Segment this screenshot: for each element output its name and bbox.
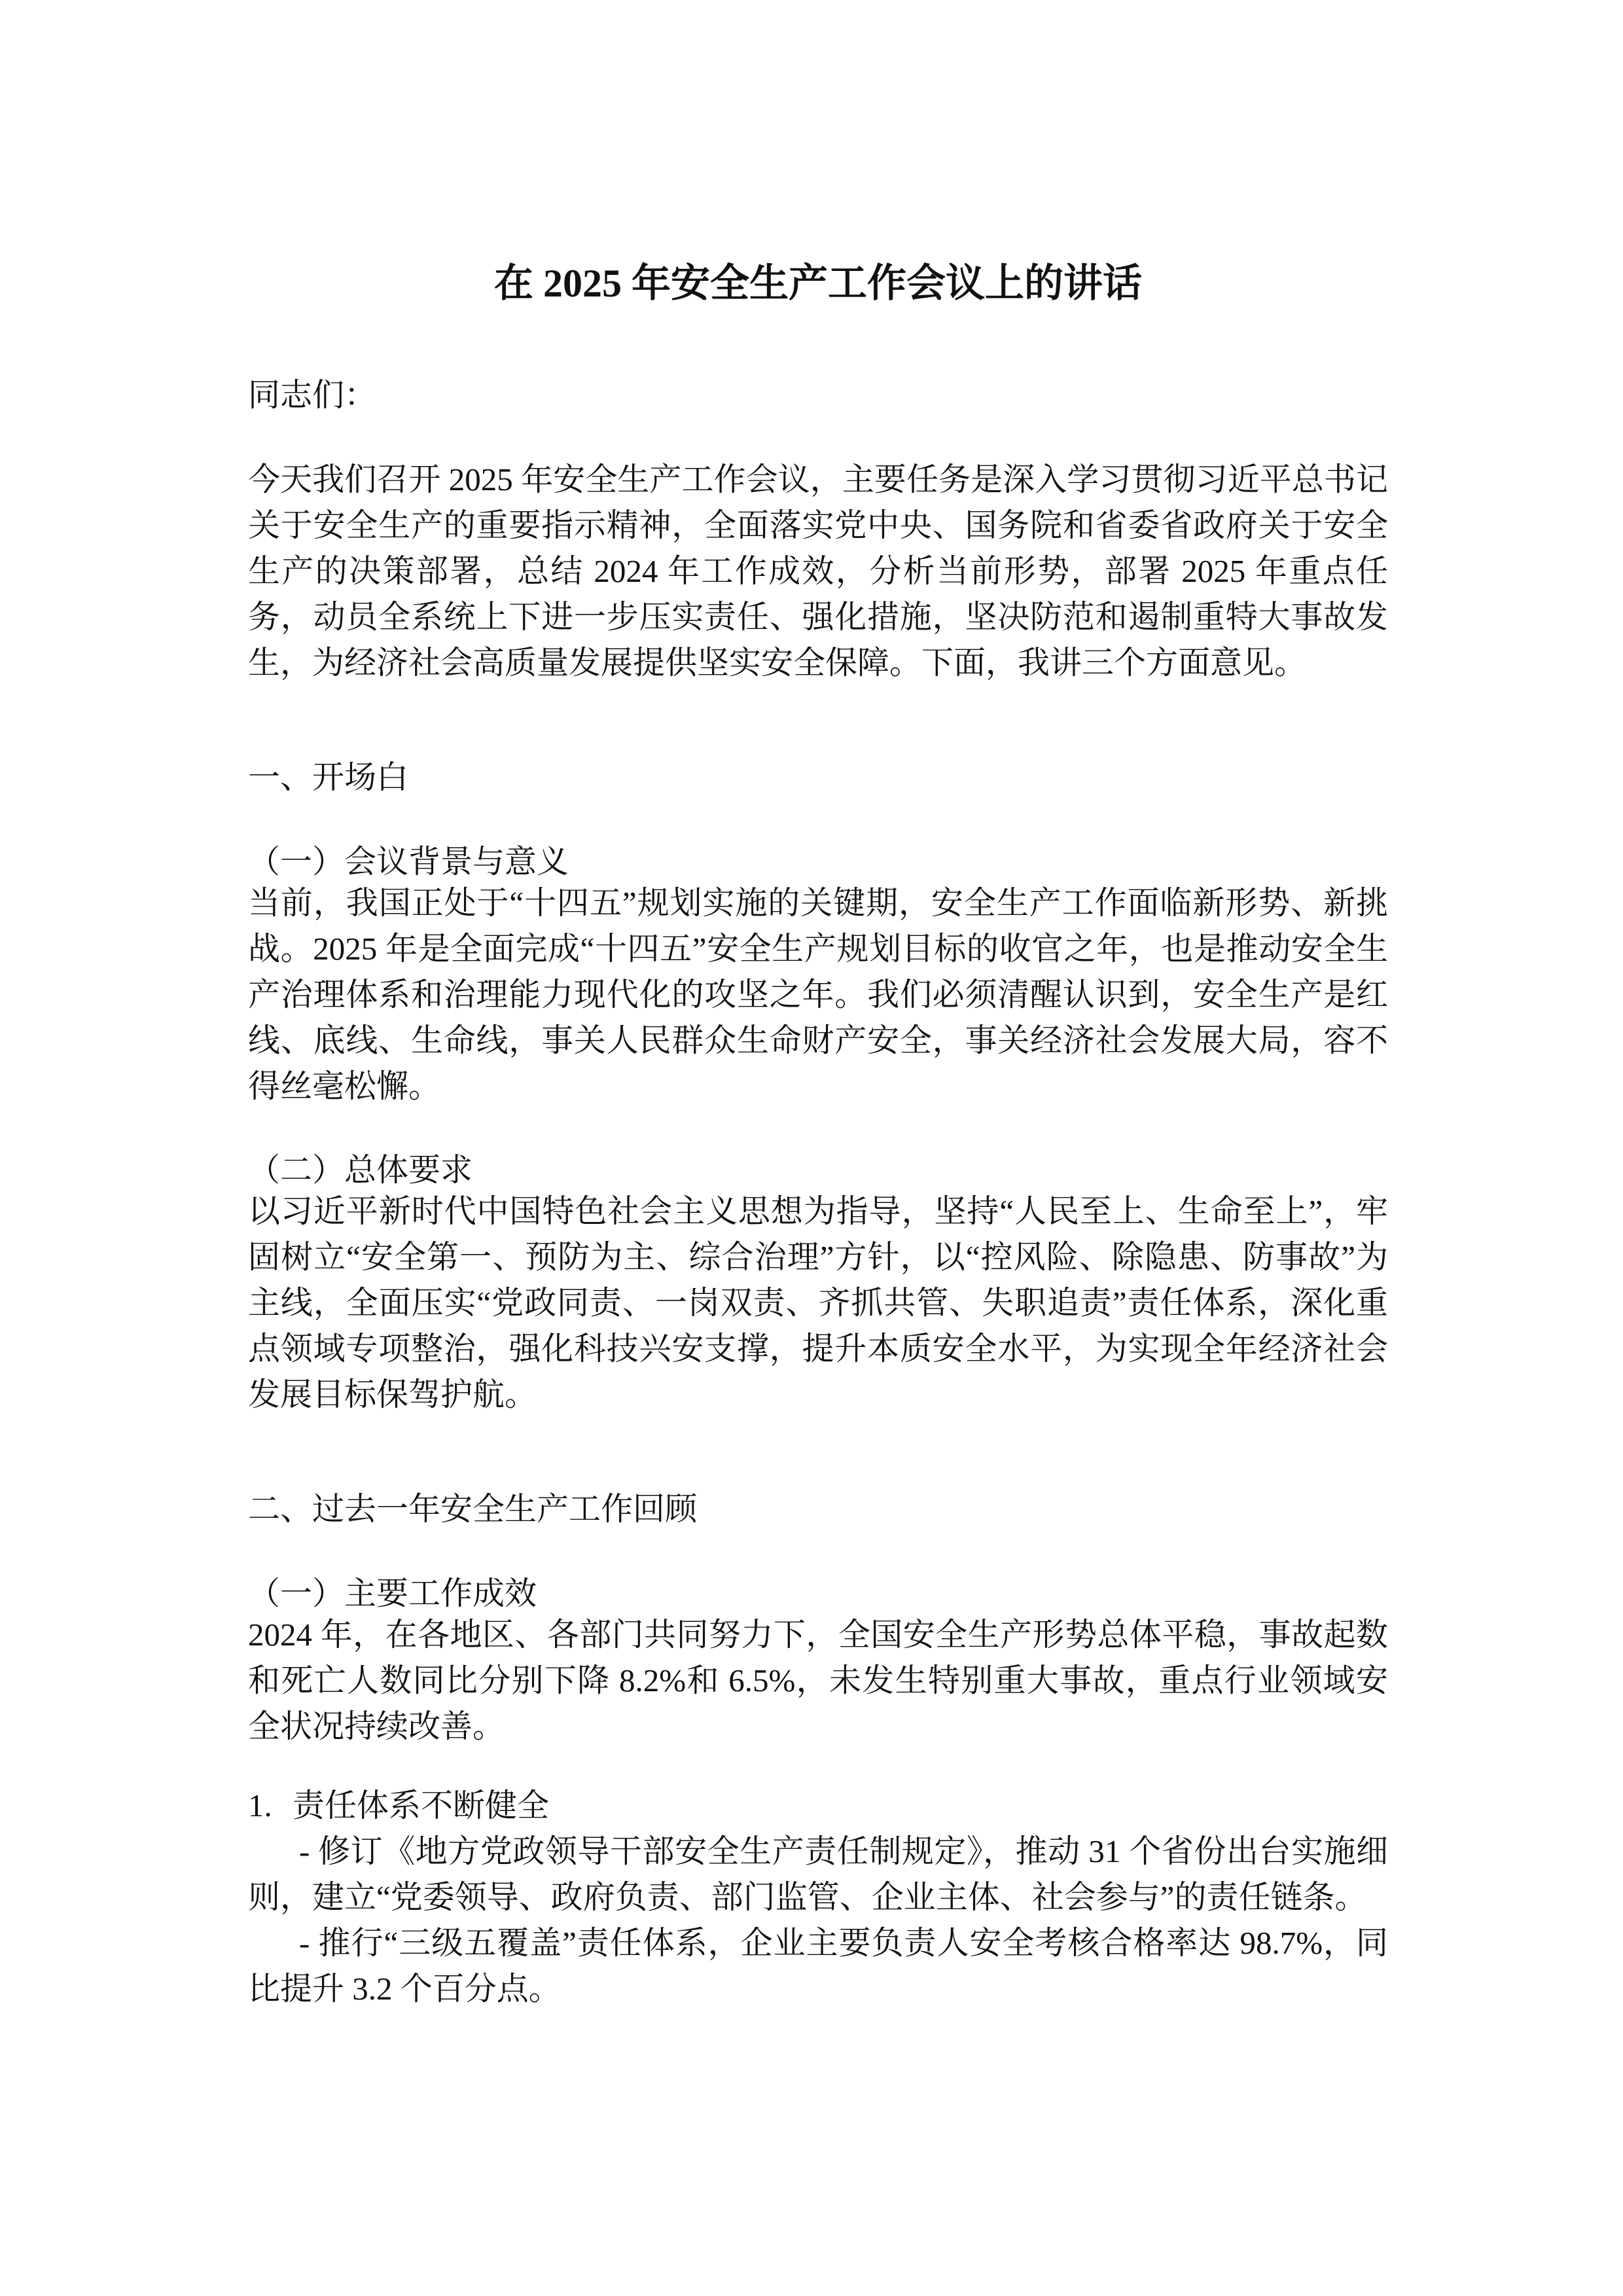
section-opening [248,755,1388,1418]
section-review [248,1486,1388,2012]
body-paragraph: 2024 年，在各地区、各部门共同努力下，全国安全生产形势总体平稳，事故起数和死亡人数同比分别下降 8.2%和 6.5%，未发生特别重大事故，重点行业领域安全状况持续改善。 [248,1617,1388,1744]
subsection-achievements [248,1571,1388,2012]
bullet-paragraph: - 修订《地方党政领导干部安全生产责任制规定》，推动 31 个省份出台实施细则，建立“党委领导、政府负责、部门监管、企业主体、社会参与”的责任链条。 [248,1833,1388,1915]
document-title: 在 2025 年安全生产工作会议上的讲话 [494,262,1142,305]
subsection-heading: （一）会议背景与意义 [248,844,569,880]
subsection-heading: （一）主要工作成效 [248,1575,537,1611]
intro-paragraph: 今天我们召开 2025 年安全生产工作会议，主要任务是深入学习贯彻习近平总书记关于安全生产的重要指示精神，全面落实党中央、国务院和省委省政府关于安全生产的决策部署，总结 2024 年工作成效，分析当前形势，部署 2025 年重点任务，动员全系统上下进一步压实责任、强化措施，坚决防范和遏制重特大事故发生，为经济社会高质量发展提供坚实安全保障。下面，我讲三个方面意见。 [248,461,1388,681]
body-paragraph: 以习近平新时代中国特色社会主义思想为指导，坚持“人民至上、生命至上”，牢固树立“安全第一、预防为主、综合治理”方针，以“控风险、除隐患、防事故”为主线，全面压实“党政同责、一岗双责、齐抓共管、失职追责”责任体系，深化重点领域专项整治，强化科技兴安支撑，提升本质安全水平，为实现全年经济社会发展目标保驾护航。 [248,1193,1388,1412]
numbered-item [248,1783,1388,2012]
section-heading: 一、开场白 [248,759,409,795]
list-item-title: 责任体系不断健全 [293,1787,550,1823]
list-item-heading [248,1783,1388,1829]
document-body [248,257,1388,2012]
salutation: 同志们： [248,377,377,413]
section-heading: 二、过去一年安全生产工作回顾 [248,1491,698,1527]
list-item-number: 1. [248,1787,272,1823]
body-paragraph: 当前，我国正处于“十四五”规划实施的关键期，安全生产工作面临新形势、新挑战。2025 年是全面完成“十四五”安全生产规划目标的收官之年，也是推动安全生产治理体系和治理能力现代化的攻坚之年。我们必须清醒认识到，安全生产是红线、底线、生命线，事关人民群众生命财产安全，事关经济社会发展大局，容不得丝毫松懈。 [248,885,1388,1104]
subsection-heading: （二）总体要求 [248,1152,473,1188]
bullet-paragraph: - 推行“三级五覆盖”责任体系，企业主要负责人安全考核合格率达 98.7%，同比提升 3.2 个百分点。 [248,1925,1388,2007]
subsection-requirements [248,1147,1388,1418]
subsection-background [248,839,1388,1109]
